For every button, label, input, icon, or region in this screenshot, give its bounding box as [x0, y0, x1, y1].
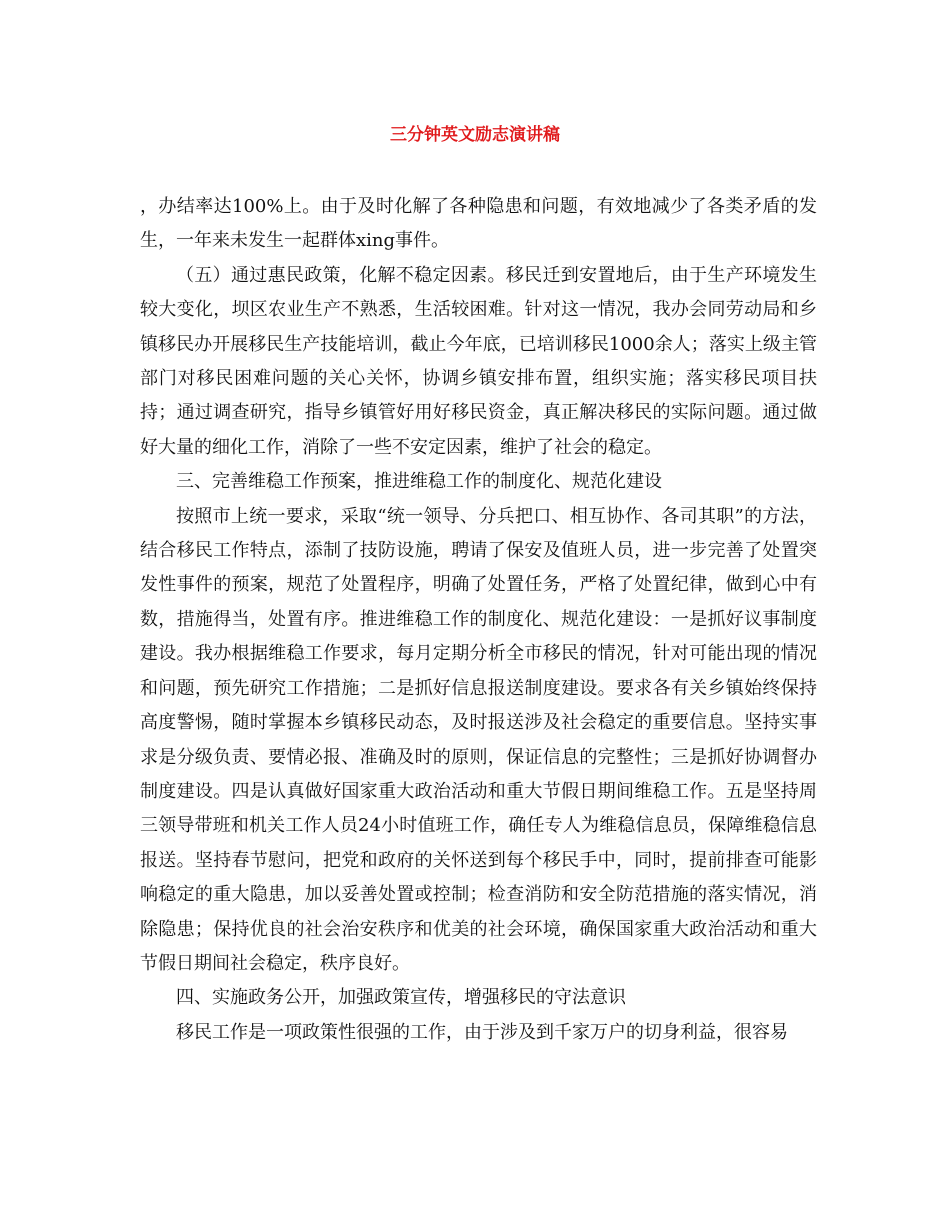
paragraph-stability-plan: 按照市上统一要求，采取“统一领导、分兵把口、相互协作、各司其职”的方法，结合移民工作特点，添制了技防设施，聘请了保安及值班人员，进一步完善了处置突发性事件的预案，规范了处置程序，明确了处置任务，严格了处置纪律，做到心中有数，措施得当，处置有序。推进维稳工作的制度化、规范化建设：一是抓好议事制度建设。我办根据维稳工作要求，每月定期分析全市移民的情况，针对可能出现的情况和问题，预先研究工作措施；二是抓好信息报送制度建设。要求各有关乡镇始终保持高度警惕，随时掌握本乡镇移民动态，及时报送涉及社会稳定的重要信息。坚持实事求是分级负责、要情必报、准确及时的原则，保证信息的完整性；三是抓好协调督办制度建设。四是认真做好国家重大政治活动和重大节假日期间维稳工作。五是坚持周三领导带班和机关工作人员24小时值班工作，确任专人为维稳信息员，保障维稳信息报送。坚持春节慰问，把党和政府的关怀送到每个移民手中，同时，提前排查可能影响稳定的重大隐患，加以妥善处置或控制；检查消防和安全防范措施的落实情况，消除隐患；保持优良的社会治安秩序和优美的社会环境，确保国家重大政治活动和重大节假日期间社会稳定，秩序良好。: [140, 505, 817, 974]
document-title: 三分钟英文励志演讲稿: [390, 125, 560, 145]
paragraph-policy: （五）通过惠民政策，化解不稳定因素。移民迁到安置地后，由于生产环境发生较大变化，坝区农业生产不熟悉，生活较困难。针对这一情况，我办会同劳动局和乡镇移民办开展移民生产技能培训，截止今年底，已培训移民1000余人；落实上级主管部门对移民困难问题的关心关怀，协调乡镇安排布置，组织实施；落实移民项目扶持；通过调查研究，指导乡镇管好用好移民资金，真正解决移民的实际问题。通过做好大量的细化工作，消除了一些不安定因素，维护了社会的稳定。: [140, 264, 817, 458]
section-heading-three: 三、完善维稳工作预案，推进维稳工作的制度化、规范化建设: [176, 471, 662, 493]
section-heading-four: 四、实施政务公开，加强政策宣传，增强移民的守法意识: [176, 987, 626, 1009]
paragraph-policy-work: 移民工作是一项政策性很强的工作，由于涉及到千家万户的切身利益，很容易: [176, 1021, 788, 1043]
paragraph-continuation: ，办结率达100%上。由于及时化解了各种隐患和问题，有效地减少了各类矛盾的发生，一年来未发生一起群体xing事件。: [140, 196, 817, 252]
document-body: [140, 190, 817, 1050]
